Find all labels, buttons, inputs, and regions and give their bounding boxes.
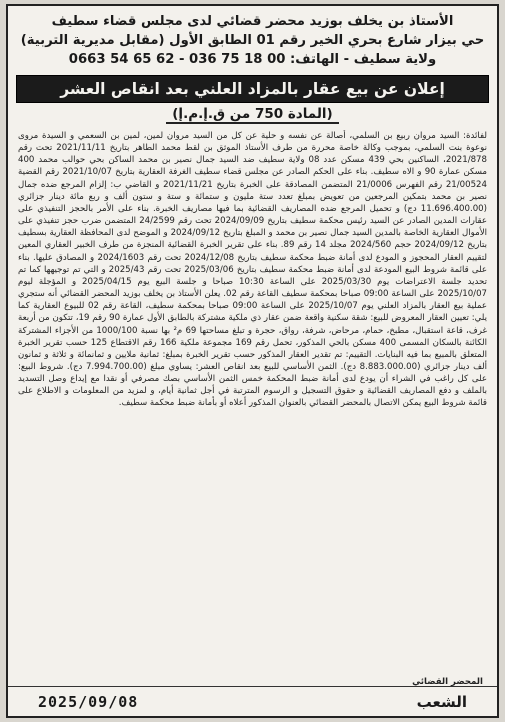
article-label: (المادة 750 من ق.إ.م.إ) (166, 106, 338, 124)
legal-article-reference (8, 104, 497, 124)
bailiff-name: الأستاذ بن يخلف بوزيد محضر قضائي لدى مجلس قضاء سطيف (51, 14, 454, 29)
signature-line: المحضر القضائي (412, 677, 483, 687)
publication-date: 2025/09/08 (38, 692, 139, 711)
bailiff-contact: ولاية سطيف - الهاتف: 00 18 75 036 - 62 65 54 0663 (68, 52, 437, 67)
newspaper-footer (8, 686, 497, 716)
notice-header (8, 6, 497, 71)
notice-title: إعلان عن بيع عقار بالمزاد العلني بعد انقاص العشر (16, 75, 489, 103)
notice-paragraph: لفائدة: السيد مروان ربيع بن السلمي، أصالة عن نفسه و حلية عن كل من السيد مروان لمين، لمين بن السعمي و السيدة مروى نوعوة بنت السلمي، بموجب وكالة خاصة محررة من طرف الأستاذ الموثق بن لقط محمد الطاهر بتاريخ 2021/11/11 تحت رقم 2021/878، الساكنين بحي 439 مسكن عدد 08 ولاية سطيف ضد السيد جمال نصير بن محمد الساكن بحي حوالب محمد 400 مسكن عمارة 90 و الاه سطيف. بناء على الحكم الصادر عن مجلس قضاء سطيف الغرفة العقارية بتاريخ 2021/10/07 رقم القضية 21/00524 رقم الفهرس 21/0006 المتضمن المصادقة على الخبرة بتاريخ 2021/11/21 و القاضي ب: إلزام المرجع ضده جمال نصير بن محمد بتمكين المرجعين من تعويض بمبلغ تعدد ستة مليون و ستمائة و ستة و ستون ألف و ربع مائة دينار جزائري (11.696.400.00 دج) و تحميل المرجع ضده المصاريف القضائية بما فيها مصاريف الخبرة. بناء على الأمر بالحجز التنفيذي على عقارات المدين الصادر عن السيد رئيس محكمة سطيف بتاريخ 2024/09/09 تحت رقم 24/2599 المتضمن ضرب حجز تنفيذي على الأموال العقارية الخاصة بالمدين السيد جمال نصير بن محمد و المبلغ بتاريخ 2024/09/12 و الموضح لدى المحافظة العقارية بسطيف بتاريخ 2024/09/12 حجم 2024/560 مجلد 14 رقم 89. بناء على تقرير الخبرة القضائية المنجزة من طرف الخبير العقاري المعين لتقييم العقار المحجوز و المودع لدى أمانة ضبط محكمة سطيف بتاريخ 2024/12/08 تحت رقم 2024/1603 و المصادق عليها. بناء على قائمة شروط البيع المودعة لدى أمانة ضبط محكمة سطيف بتاريخ 2025/03/06 تحت رقم 2025/43 و التي تم توجيهها كما تم تحديد جلسة الاعتراضات يوم 2025/03/30 على الساعة 10:30 صباحا و جلسة البيع يوم 2025/04/15 و المؤجلة ليوم 2025/10/07 على الساعة 09:00 صباحا بمحكمة سطيف القاعة رقم 02. يعلن الأستاذ بن يخلف بوزيد المحضر القضائي أنه ستجري عملية بيع العقار بالمزاد العلني يوم 2025/10/07 على الساعة 09:00 صباحا بمحكمة سطيف، القاعة رقم 02 للبيوع العقارية كما يلي: تعيين العقار المعروض للبيع: شقة سكنية واقعة ضمن عقار ذي ملكية مشتركة بالطابق الأول عمارة 90 رقم 19، تتكون من أربعة غرف، قاعة استقبال، مطبخ، حمام، مرحاض، شرفة، رواق، حجرة و تبلغ مساحتها 69 م² بها نسبة 1000/100 من الأجزاء المشتركة الكائنة بالسكان المسمى 400 مسكن بالحي المذكور، تحمل رقم 169 مجموعة ملكية 166 رقم الاقتطاع 125 حسب تقرير الخبرة المتعلق بالمبيع بما فيه البنايات. التقييم: تم تقدير العقار المذكور حسب تقرير الخبرة بمبلغ: ثمانية ملايين و ثمانمائة و ثلاثة و ثمانون ألف دينار جزائري (8.883.000.00 دج). الثمن الأساسي للبيع بعد انقاص العشر: يساوي مبلغ (7.994.700.00 دج). شروط البيع: على كل راغب في الشراء أن يودع لدى أمانة ضبط المحكمة خمس الثمن الأساسي بصك مصرفي أو نقدا مع إيداع وصل التسديد بالملف و دفع المصاريف القضائية و حقوق التسجيل و الرسوم المترتبة في أجل ثمانية أيام، و لمزيد من المعلومات و الاطلاع على قائمة شروط البيع يمكن الاتصال بالمحضر القضائي بالعنوان المذكور أعلاه أو بأمانة ضبط محكمة سطيف. (18, 131, 487, 409)
notice-body (18, 130, 487, 710)
bailiff-address: حي بيزار شارع بحري الخير رقم 01 الطابق الأول (مقابل مديرية التربية) (20, 33, 485, 48)
newspaper-name: الشعب (416, 692, 467, 711)
legal-notice (6, 4, 499, 718)
